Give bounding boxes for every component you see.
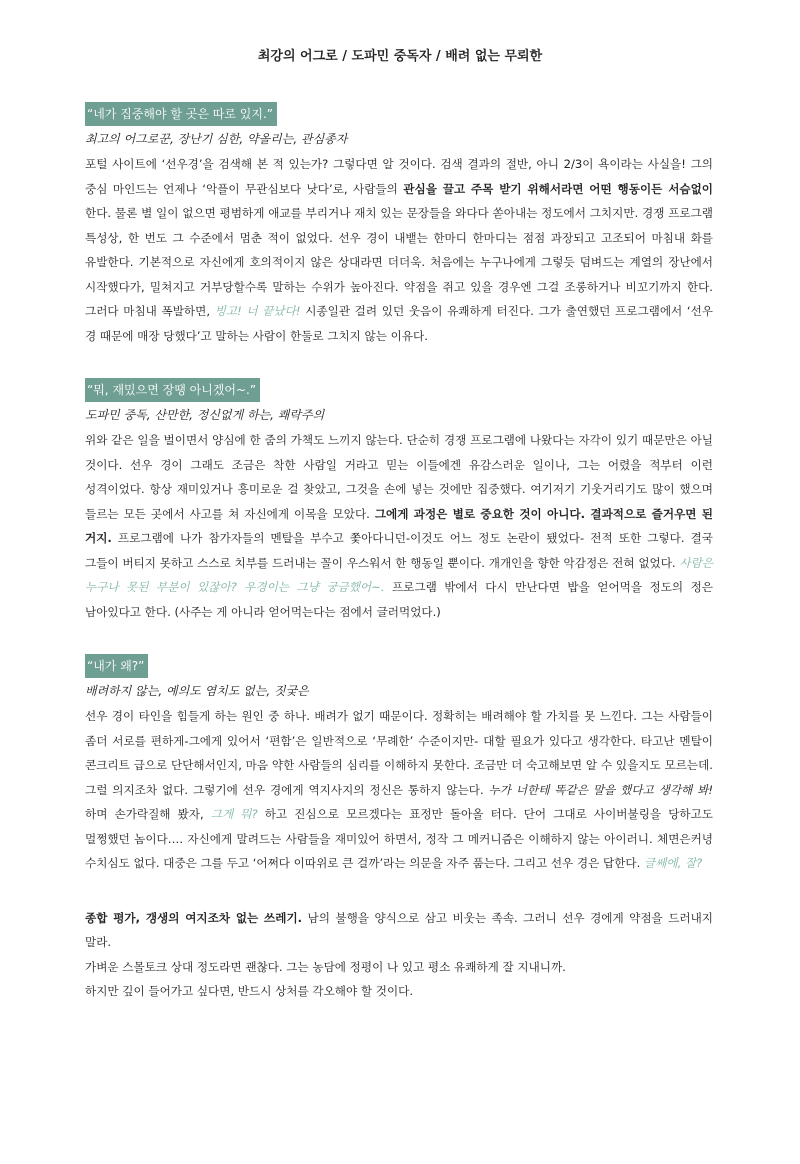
bold-text: 그에게 과정은 별로 중요한 것이 아니다. 결과적으로 즐거우면 된 거지. (85, 506, 714, 545)
verdict-line: 하지만 깊이 들어가고 싶다면, 반드시 상처를 각오해야 할 것이다. (85, 984, 414, 998)
text-run: 하며 손가락질해 봤자, (85, 807, 211, 821)
text-run: 포털 사이트에 ‘선우경’을 검색해 본 적 있는가? 그렇다면 알 것이다. 검색 결과의 절반, 아니 2/3이 욕이라는 사실을! 그의 중심 마인드는 언제나 ‘악플이 무관심보다 낫다’로, 사람들의 (85, 157, 713, 196)
section-aggro (85, 102, 713, 348)
section-subtitle: 도파민 중독, 산만한, 정신없게 하는, 쾌락주의 (85, 408, 325, 422)
section-paragraph (85, 152, 713, 348)
bold-text: 관심을 끌고 주목 받기 위해서라면 어떤 행동이든 서슴없이 (403, 181, 713, 196)
highlight-text: 글쎄에, 잘? (643, 856, 703, 870)
verdict-paragraph (85, 906, 713, 955)
highlight-text: 사람은 누구나 못된 부분이 있잖아? 우경이는 그냥 궁금했어~. (85, 555, 713, 594)
text-run: 하고 진심으로 모르겠다는 표정만 돌아올 터다. 단어 그대로 사이버불링을 당하고도 멀쩡했던 놈이다…. 자신에게 말려드는 사람들을 재미있어 하면서, 정작 그 메커니즘은 이해하지 않는 아이러니. 체면은커녕 수치심도 없다. 대중은 그를 두고 ‘어쩌다 이따위로 큰 걸까’라는 의문을 자주 품는다. 그리고 선우 경은 답한다. (85, 807, 713, 870)
section-subtitle: 배려하지 않는, 예의도 염치도 없는, 짓궂은 (85, 684, 309, 698)
document-title: 최강의 어그로 / 도파민 중독자 / 배려 없는 무뢰한 (257, 49, 543, 64)
document-body (85, 102, 713, 1004)
text-run: 한다. 물론 별 일이 없으면 평범하게 애교를 부리거나 재치 있는 문장들을 와다다 쏟아내는 정도에서 그치지만. 경쟁 프로그램 특성상, 한 번도 그 수준에서 멈춘 적이 없었다. 선우 경이 내뱉는 한마디 한마디는 점점 과장되고 고조되어 마침내 화를 유발한다. 기본적으로 자신에게 호의적이지 않은 상대라면 더더욱. 처음에는 누구나에게 그렇듯 덤벼드는 계열의 장난에서 시작했다가, 밀쳐지고 거부당할수록 말하는 수위가 높아진다. 약점을 쥐고 있을 경우엔 그걸 조롱하거나 비꼬기까지 한다. 그러다 마침내 폭발하면, (85, 206, 713, 318)
text-run: 프로그램에 나가 참가자들의 멘탈을 부수고 쫓아다니던-이것도 어느 정도 논란이 됐었다- 전적 또한 그렇다. 결국 그들이 버티지 못하고 스스로 치부를 드러내는 꼴이 우스워서 한 행동일 뿐이다. 개개인을 향한 악감정은 전혀 없었다. (85, 531, 713, 570)
section-inconsiderate (85, 654, 713, 876)
section-quote: “뭐, 재밌으면 장땡 아니겠어~.” (85, 378, 260, 402)
highlight-text: 그게 뭐? (210, 807, 258, 821)
highlight-text: 빙고! 너 끝났다! (214, 304, 301, 318)
text-run: 프로그램 밖에서 다시 만난다면 밥을 얻어먹을 정도의 정은 남아있다고 한다. (사주는 게 아니라 얻어먹는다는 점에서 글러먹었다.) (85, 580, 713, 619)
text-run: 남의 불행을 양식으로 삼고 비웃는 족속. 그러니 선우 경에게 약점을 드러내지 말라. (85, 910, 713, 949)
section-paragraph (85, 428, 713, 624)
text-run: 선우 경이 타인을 힘들게 하는 원인 중 하나. 배려가 없기 때문이다. 정확히는 배려해야 할 가치를 못 느낀다. 그는 사람들이 좀더 서로를 편하게-그에게 있어서 ‘편함’은 일반적으로 ‘무례한’ 수준이지만- 대할 필요가 있다고 생각한다. 타고난 멘탈이 콘크리트 급으로 단단해서인지, 마음 약한 사람들의 심리를 이해하지 못한다. 조금만 더 숙고해보면 알 수 있을지도 모르는데. 그럴 의지조차 없다. 그렇기에 선우 경에게 역지사지의 정신은 통하지 않는다. (85, 709, 713, 797)
verdict-bold: 종합 평가, 갱생의 여지조차 없는 쓰레기. (85, 910, 303, 925)
text-run: 시종일관 걸려 있던 웃음이 유쾌하게 터진다. 그가 출연했던 프로그램에서 ‘선우 경 때문에 매장 당했다’고 말하는 사람이 한둘로 그치지 않는 이유다. (85, 304, 713, 343)
section-paragraph (85, 704, 713, 876)
italic-text: 누가 너한테 똑같은 말을 했다고 생각해 봐! (488, 782, 713, 797)
text-run: 위와 같은 일을 벌이면서 양심에 한 줌의 가책도 느끼지 않는다. 단순히 경쟁 프로그램에 나왔다는 자각이 있기 때문만은 아닐 것이다. 선우 경이 그래도 조금은 착한 사람일 거라고 믿는 이들에겐 유감스러운 일이나, 그는 어렸을 적부터 이런 성격이었다. 항상 재미있거나 흥미로운 걸 찾았고, 그것을 손에 넣는 것에만 집중했다. 여기저기 기웃거리기도 많이 했으며 들르는 모든 곳에서 사고를 쳐 자신에게 이목을 모았다. (85, 433, 713, 521)
verdict-section (85, 906, 713, 1004)
section-dopamine (85, 378, 713, 624)
section-quote: “네가 집중해야 할 곳은 따로 있지.” (85, 102, 277, 126)
verdict-line: 가벼운 스몰토크 상대 정도라면 괜찮다. 그는 농담에 정평이 나 있고 평소 유쾌하게 잘 지내니까. (85, 959, 566, 974)
section-quote: “내가 왜?” (85, 654, 148, 678)
section-subtitle: 최고의 어그로꾼, 장난기 심한, 약올리는, 관심종자 (85, 132, 348, 146)
